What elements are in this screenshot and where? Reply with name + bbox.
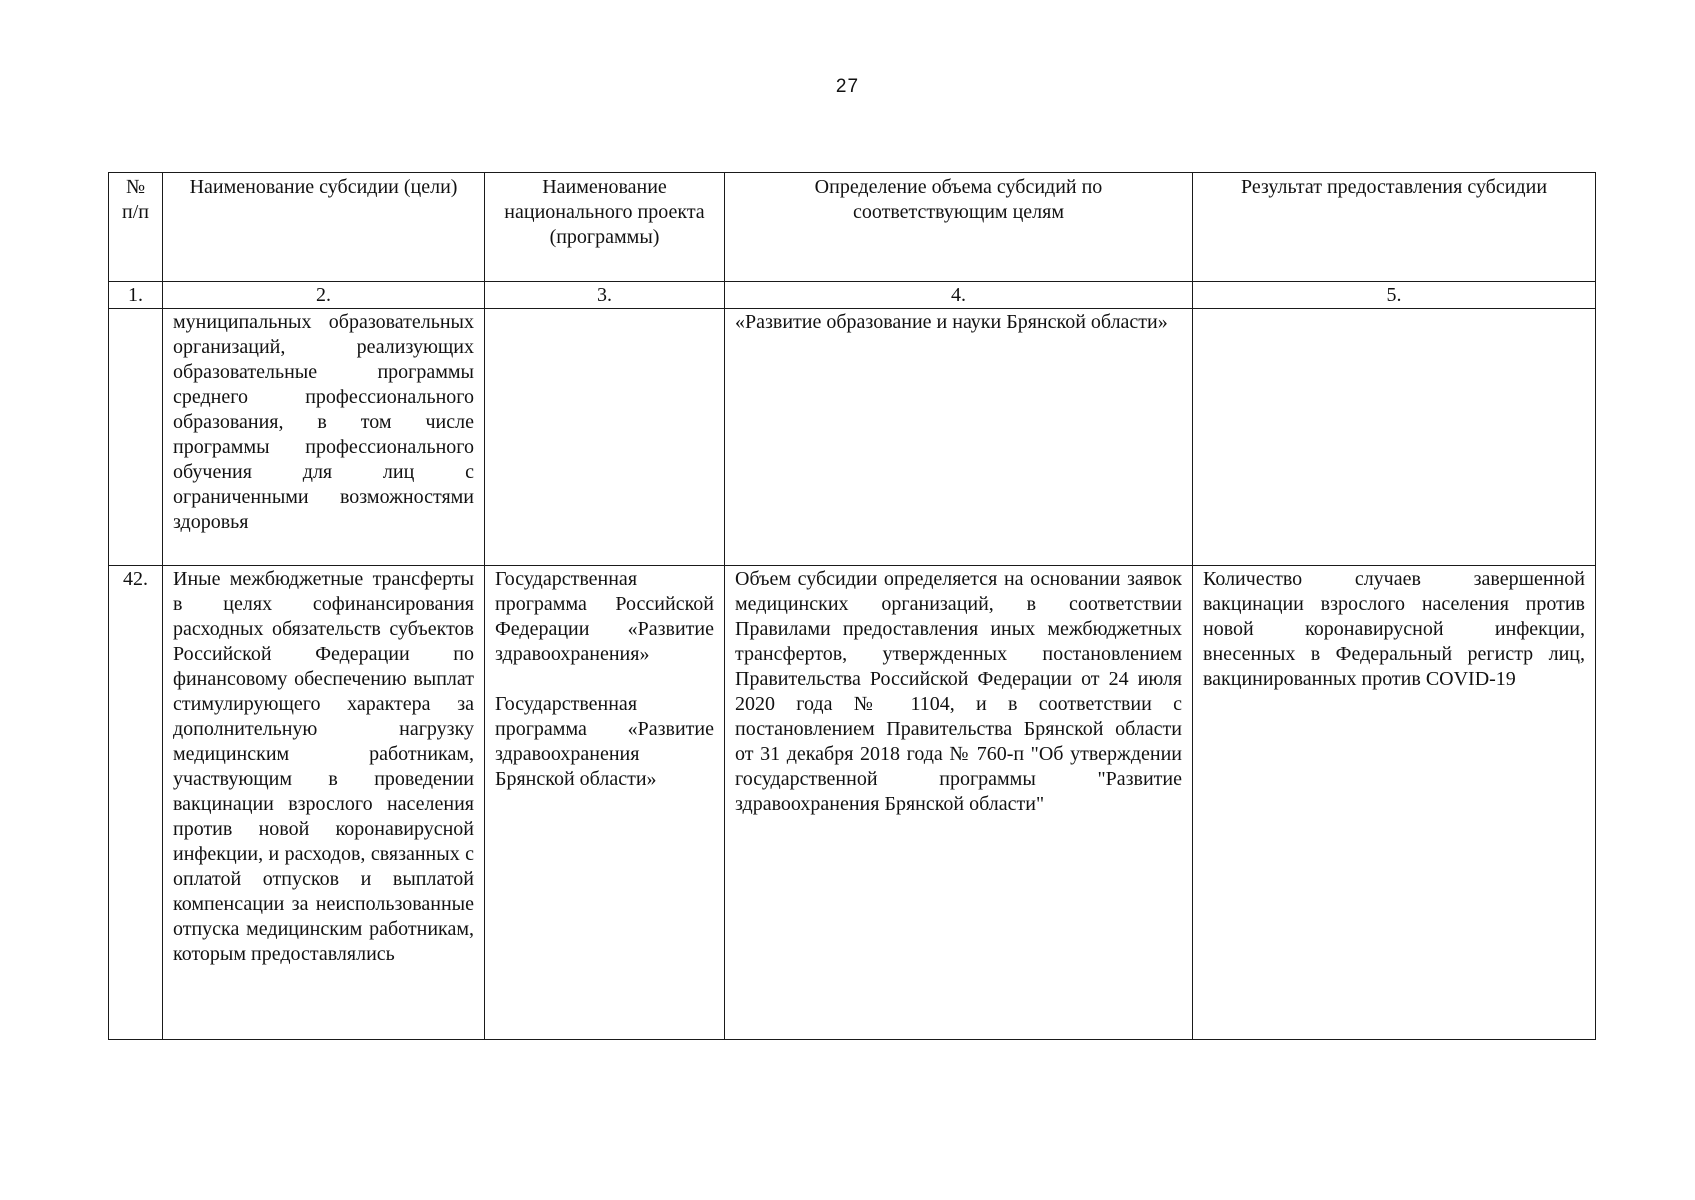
header-national-project: Наименование национального проекта (программы)	[485, 173, 725, 282]
project-cell	[485, 309, 725, 566]
column-number: 4.	[725, 282, 1193, 309]
project-name-federal: Государственная программа Российской Федерации «Развитие здравоохранения»	[495, 568, 714, 665]
column-number: 1.	[109, 282, 163, 309]
column-number: 3.	[485, 282, 725, 309]
paragraph-gap	[495, 667, 714, 692]
column-number-row	[109, 282, 1596, 309]
row-number	[109, 309, 163, 566]
column-number: 2.	[163, 282, 485, 309]
header-subsidy-name: Наименование субсидии (цели)	[163, 173, 485, 282]
project-cell	[485, 566, 725, 1040]
header-number: № п/п	[109, 173, 163, 282]
table-row	[109, 566, 1596, 1040]
subsidy-name-cell: Иные межбюджетные трансферты в целях софинансирования расходных обязательств субъектов Российской Федерации по финансовому обеспечению выплат стимулирующего характера за дополнительную нагрузку медицинским работникам, участвующим в проведении вакцинации взрослого населения против новой коронавирусной инфекции, и расходов, связанных с оплатой отпусков и выплатой компенсации за неиспользованные отпуска медицинским работникам, которым предоставлялись	[163, 566, 485, 1040]
header-result: Результат предоставления субсидии	[1193, 173, 1596, 282]
table-row	[109, 309, 1596, 566]
row-number: 42.	[109, 566, 163, 1040]
subsidy-name-cell: муниципальных образовательных организаций, реализующих образовательные программы среднего профессионального образования, в том числе программы профессионального обучения для лиц с ограниченными возможностями здоровья	[163, 309, 485, 566]
project-name-regional: Государственная программа «Развитие здравоохранения Брянской области»	[495, 693, 714, 790]
volume-cell: Объем субсидии определяется на основании заявок медицинских организаций, в соответствии Правилами предоставления иных межбюджетных трансфертов, утвержденных постановлением Правительства Российской Федерации от 24 июля 2020 года № 1104, и в соответствии с постановлением Правительства Брянской области от 31 декабря 2018 года № 760-п "Об утверждении государственной программы "Развитие здравоохранения Брянской области"	[725, 566, 1193, 1040]
subsidy-table	[108, 172, 1596, 1040]
page-number: 27	[835, 76, 860, 97]
volume-cell: «Развитие образование и науки Брянской области»	[725, 309, 1193, 566]
column-number: 5.	[1193, 282, 1596, 309]
header-volume-definition: Определение объема субсидий по соответствующим целям	[725, 173, 1193, 282]
result-cell: Количество случаев завершенной вакцинации взрослого населения против новой коронавирусной инфекции, внесенных в Федеральный регистр лиц, вакцинированных против COVID-19	[1193, 566, 1596, 1040]
table-header-row	[109, 173, 1596, 282]
result-cell	[1193, 309, 1596, 566]
